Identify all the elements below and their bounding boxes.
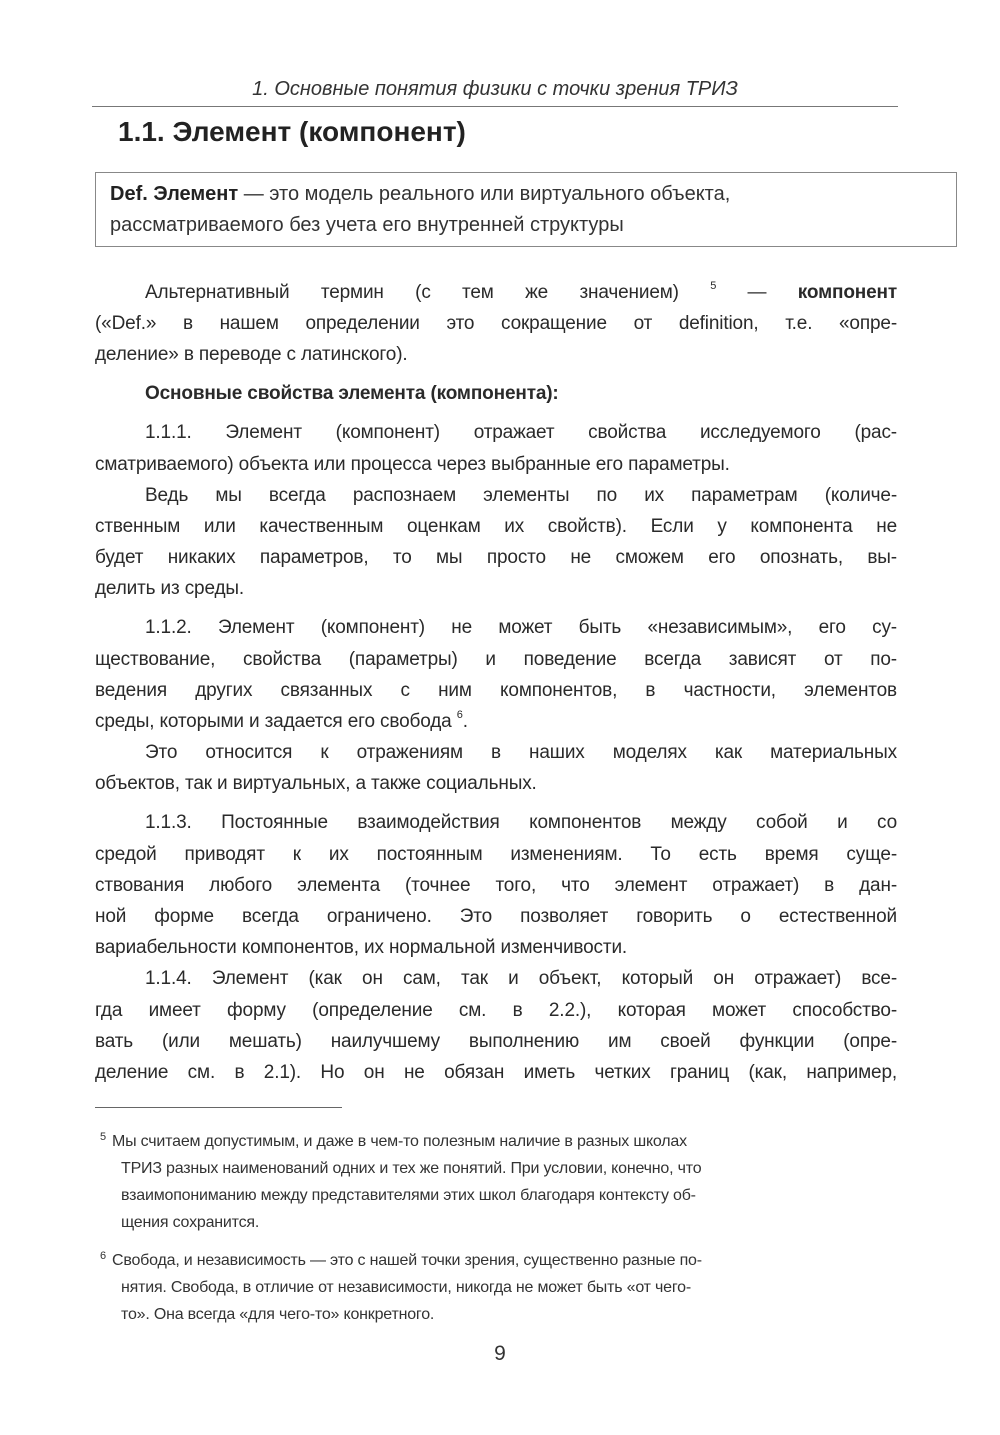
text-segment: . (462, 711, 468, 732)
text-segment: сматриваемого) объекта или процесса через выбранные его параметры. (95, 453, 730, 475)
text-segment: — (716, 282, 798, 303)
text-segment: средой приводят к их постоянным изменениям. То есть время суще- (95, 843, 897, 865)
text-line (95, 648, 897, 672)
text-segment: 1.1.3. Постоянные взаимодействия компонентов между собой и со (145, 812, 897, 834)
text-segment: 1.1.1. Элемент (компонент) отражает свойства исследуемого (рас- (145, 422, 897, 444)
text-line (95, 999, 897, 1023)
footnote-line (100, 1131, 687, 1152)
footnote-mark: 6 (100, 1250, 106, 1262)
text-segment: Ведь мы всегда распознаем элементы по их параметрам (количе- (145, 484, 897, 506)
text-line (145, 616, 897, 640)
header-divider (92, 106, 898, 107)
text-segment: будет никаких параметров, то мы просто не сможем его опознать, вы- (95, 547, 897, 569)
text-segment: ственным или качественным оценкам их свойств). Если у компонента не (95, 516, 897, 537)
text-line (145, 421, 897, 445)
text-line (95, 905, 897, 929)
text-line (145, 281, 897, 305)
text-segment: вать (или мешать) наилучшему выполнению им своей функции (опре- (95, 1030, 897, 1052)
text-segment: («Def.» в нашем определении это сокращение от definition, т.е. «опре- (95, 313, 897, 335)
text-segment: ствования любого элемента (точнее того, что элемент отражает) в дан- (95, 874, 897, 896)
text-line (95, 679, 897, 703)
text-line (95, 772, 897, 796)
footnote-line (121, 1186, 696, 1206)
definition-label: Def. Элемент (110, 183, 239, 205)
definition-line-2: рассматриваемого без учета его внутренней структуры (110, 214, 624, 236)
footnote-text: Свобода, и независимость — это с нашей точки зрения, существенно разные по- (112, 1252, 702, 1269)
footnote-text: щения сохранится. (121, 1214, 260, 1231)
footnote-line (121, 1213, 259, 1233)
section-title: 1.1. Элемент (компонент) (118, 116, 466, 147)
footnote-line (121, 1159, 701, 1179)
running-head: 1. Основные понятия физики с точки зрения ТРИЗ (252, 78, 738, 100)
bold-text: компонент (797, 282, 898, 303)
footnote-line (121, 1278, 691, 1298)
text-line (145, 967, 897, 991)
text-segment: вариабельности компонентов, их нормальной изменчивости. (95, 937, 628, 959)
text-segment: объектов, так и виртуальных, а также социальных. (95, 773, 537, 795)
text-segment: ной форме всегда ограничено. Это позволяет говорить о естественной (95, 906, 897, 927)
footnote-text: ТРИЗ разных наименований одних и тех же понятий. При условии, конечно, что (121, 1160, 702, 1177)
text-line (95, 343, 897, 367)
text-line (95, 453, 897, 477)
footnote-divider (95, 1107, 342, 1108)
footnote-line (100, 1250, 702, 1271)
text-line (95, 1061, 897, 1085)
bold-text: Основные свойства элемента (компонента): (145, 383, 559, 405)
page-number: 9 (494, 1342, 506, 1365)
text-segment: делить из среды. (95, 578, 245, 600)
footnote-text: нятия. Свобода, в отличие от независимости, никогда не может быть «от чего- (121, 1279, 691, 1296)
text-line (145, 811, 897, 835)
text-line (95, 936, 897, 960)
text-line (95, 312, 897, 336)
text-segment: Это относится к отражениям в наших моделях как материальных (145, 742, 897, 764)
footnote-text: то». Она всегда «для чего-то» конкретного. (121, 1306, 435, 1323)
footnote-text: Мы считаем допустимым, и даже в чем-то полезным наличие в разных школах (112, 1133, 687, 1150)
text-segment: деление» в переводе с латинского). (95, 344, 408, 366)
text-line (95, 1030, 897, 1054)
footnote-text: взаимопониманию между представителями этих школ благодаря контексту об- (121, 1187, 696, 1204)
text-line (95, 577, 897, 601)
footnote-line (121, 1305, 434, 1325)
text-segment: среды, которыми и задается его свобода (95, 711, 457, 732)
text-line (95, 874, 897, 898)
text-segment: ведения других связанных с ним компонентов, в частности, элементов (95, 679, 897, 701)
text-line (95, 710, 897, 734)
text-line (95, 515, 897, 539)
text-segment: деление см. в 2.1). Но он не обязан иметь четких границ (как, например, (95, 1062, 897, 1083)
footnote-mark: 5 (100, 1131, 106, 1143)
text-line (95, 843, 897, 867)
text-segment: 1.1.2. Элемент (компонент) не может быть «независимым», его су- (145, 617, 897, 639)
footnote-ref: 5 (710, 280, 717, 292)
text-segment: 1.1.4. Элемент (как он сам, так и объект, который он отражает) все- (145, 968, 897, 990)
text-line (145, 741, 897, 765)
text-line (145, 484, 897, 508)
text-line (145, 382, 897, 406)
definition-text: — это модель реального или виртуального объекта, (238, 183, 731, 205)
text-segment: Альтернативный термин (с тем же значением) (145, 282, 711, 303)
text-segment: гда имеет форму (определение см. в 2.2.), которая может способство- (95, 999, 897, 1021)
definition-box (95, 172, 957, 247)
text-segment: ществование, свойства (параметры) и поведение всегда зависят от по- (95, 648, 897, 670)
footnote-ref: 6 (456, 709, 463, 721)
definition-line-1 (110, 179, 942, 210)
text-line (95, 546, 897, 570)
